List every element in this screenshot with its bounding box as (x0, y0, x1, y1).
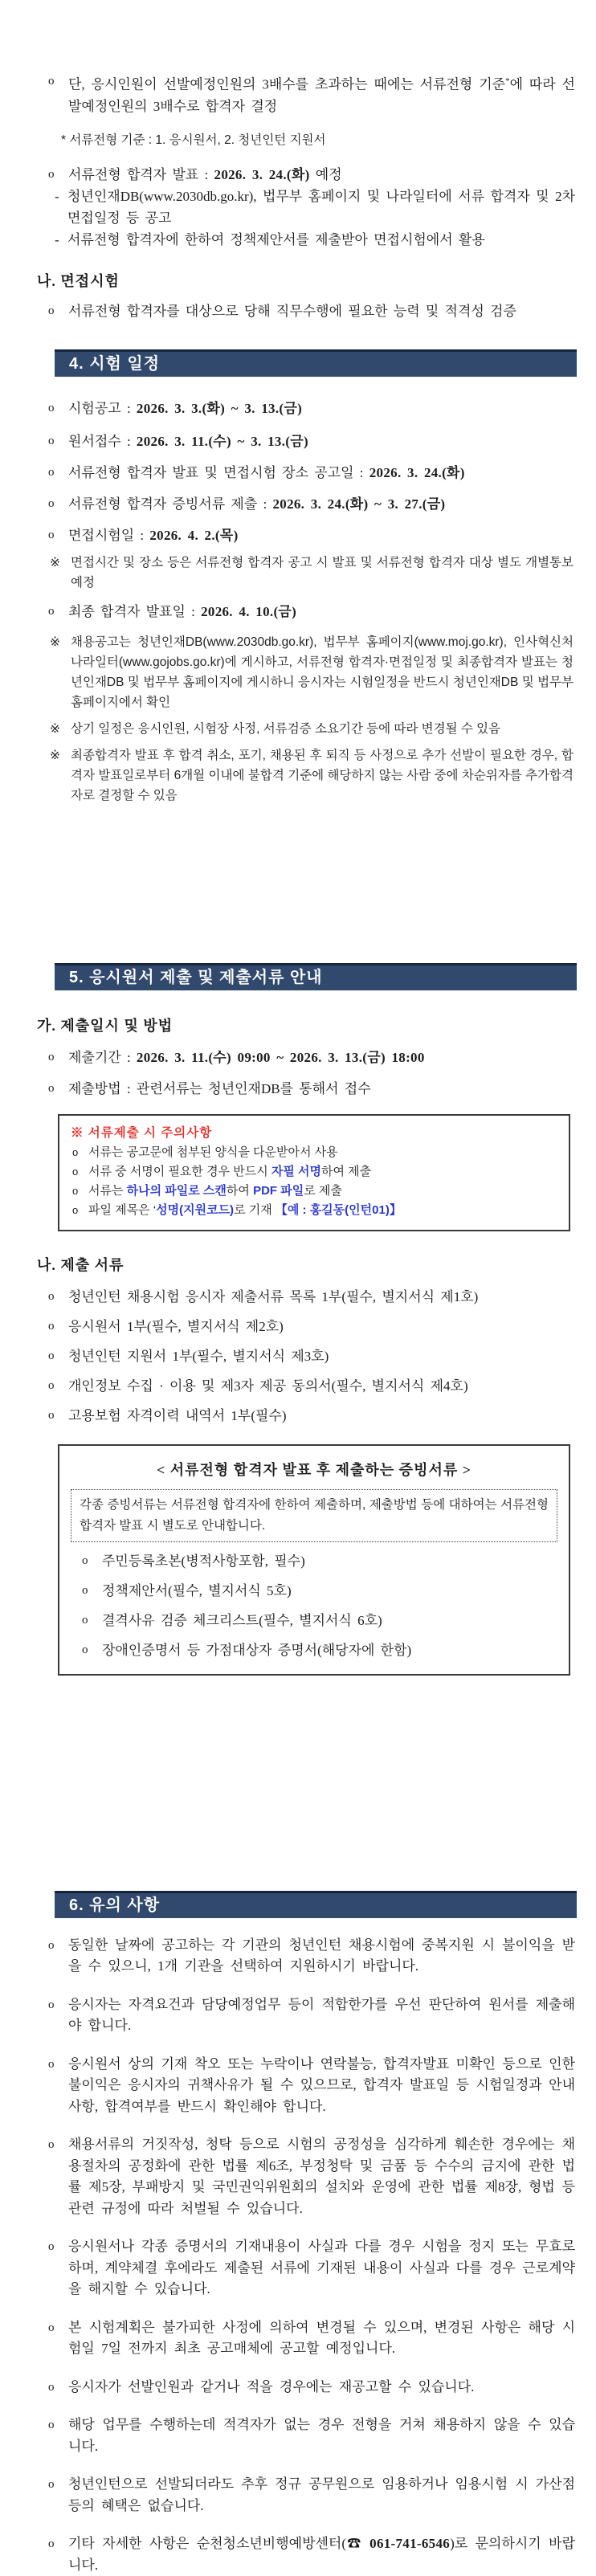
evidence-box-notice: 각종 증빙서류는 서류전형 합격자에 한하여 제출하며, 제출방법 등에 대하여는 서류전형 합격자 발표 시 별도로 안내합니다. (71, 1489, 557, 1542)
caution-line (71, 1143, 559, 1162)
notice-item-text: 해당 업무를 수행하는데 적격자가 없는 경우 전형을 거쳐 채용하지 않을 수 있습니다. (68, 2417, 575, 2454)
bullet-marker: o (82, 1643, 88, 1656)
screening-dash-announce (55, 186, 575, 229)
caution-line-pre: 서류 중 서명이 필요한 경우 반드시 (88, 1164, 271, 1178)
screening-result-suffix: 예정 (309, 166, 342, 182)
bullet-marker: o (48, 1378, 55, 1392)
notice-item (47, 2054, 575, 2118)
caution-line-pre: 서류는 (88, 1183, 127, 1198)
section-5-title: 5. 응시원서 제출 및 제출서류 안내 (69, 968, 323, 986)
notice-item-text: 응시자가 선발인원과 같거나 적을 경우에는 재공고할 수 있습니다. (68, 2378, 475, 2394)
screening-limit-bullet (47, 71, 575, 117)
bullet-marker: o (48, 2419, 55, 2432)
evidence-item (80, 1610, 549, 1631)
note-marker: ※ (50, 555, 60, 569)
notice-section (0, 1935, 596, 2576)
submission-method-bullet (47, 1078, 575, 1100)
bullet-marker: o (48, 2057, 55, 2071)
bullet-marker: o (48, 1998, 55, 2011)
bullet-marker: o (48, 304, 55, 317)
additional-pass-note (50, 745, 574, 806)
notice-item-text: 채용서류의 거짓작성, 청탁 등으로 시험의 공정성을 심각하게 훼손한 경우에는 채용절차의 공정화에 관한 법률 제6조, 부정청탁 및 금품 등 수수의 금지에 관한 법률 제5장, 부패방지 및 국민권익위원회의 설치와 운영에 관한 법률 제8장, 형법 등 관련 규정에 따라 처벌될 수 있습니다. (68, 2137, 575, 2216)
schedule-row (47, 493, 575, 515)
bullet-marker: o (48, 604, 55, 618)
notice-item-text: 응시원서나 각종 증명서의 기재내용이 사실과 다를 경우 시험을 정지 또는 무효로 하며, 계약체결 후에라도 제출된 서류에 기재된 내용이 사실과 다를 경우 근로계약을 해지할 수 있습니다. (68, 2239, 575, 2297)
notice-item-text: 응시자는 자격요건과 담당예정업무 등이 적합한가를 우선 판단하여 원서를 제출해야 합니다. (68, 1996, 575, 2034)
screening-dash-proposal (55, 229, 575, 251)
notice-item-text: 청년인턴으로 선발되더라도 추후 정규 공무원으로 임용하거나 임용시험 시 가산점 등의 혜택은 없습니다. (68, 2476, 575, 2513)
screening-result-date: 2026. 3. 24.(화) (214, 166, 310, 182)
submission-period-date: 2026. 3. 11.(수) 09:00 ~ 2026. 3. 13.(금) 18:00 (136, 1049, 425, 1065)
bullet-marker: o (48, 2321, 55, 2334)
caution-line-pre: 파일 제목은 ‘ (88, 1202, 157, 1217)
bullet-marker: o (48, 401, 55, 414)
caution-line-mid: 로 기재 (234, 1202, 276, 1217)
document-item-text: 개인정보 수집 · 이용 및 제3자 제공 동의서(필수, 별지서식 제4호) (68, 1378, 468, 1394)
notice-item (47, 2134, 575, 2219)
posting-sites-note (50, 632, 574, 712)
caution-emphasis: 자필 서명 (271, 1164, 322, 1178)
bullet-marker: o (48, 1938, 55, 1952)
screening-limit-text-pre: 단, 응시인원이 선발예정인원의 3배수를 초과하는 때에는 서류전형 기준 (68, 76, 506, 92)
bullet-marker: o (72, 1203, 79, 1216)
note-marker: ※ (50, 635, 60, 649)
note-marker: ※ (50, 721, 60, 736)
notice-item (47, 2317, 575, 2360)
notice-item (47, 2415, 575, 2457)
bullet-marker: o (48, 2138, 55, 2152)
dash-marker: - (55, 188, 59, 204)
final-announce-label: 최종 합격자 발표일 : (68, 603, 202, 619)
schedule-date: 2026. 3. 24.(화) (369, 464, 465, 480)
schedule-row (47, 462, 575, 484)
interview-purpose-text: 서류전형 합격자를 대상으로 당해 직무수행에 필요한 능력 및 적격성 검증 (68, 303, 516, 319)
submission-caution-box (58, 1114, 570, 1231)
evidence-item-text: 주민등록초본(병적사항포함, 필수) (102, 1553, 305, 1569)
screening-criteria-footnote: * 서류전형 기준 : 1. 응시원서, 2. 청년인턴 지원서 (61, 133, 326, 147)
schedule-row (47, 398, 575, 419)
evidence-item-text: 정책제안서(필수, 별지서식 5호) (102, 1582, 292, 1598)
footnote-ref: * (505, 76, 510, 86)
caution-line-post: 하여 제출 (321, 1164, 372, 1178)
submission-section (0, 1014, 596, 1676)
section-5-header (55, 963, 577, 990)
bullet-marker: o (48, 1050, 55, 1063)
interview-purpose-bullet (47, 300, 575, 322)
submission-method-subheading: 가. 제출일시 및 방법 (37, 1017, 173, 1034)
bullet-marker: o (82, 1553, 88, 1567)
caution-emphasis: 성명(지원코드) (156, 1202, 235, 1217)
caution-line (71, 1162, 559, 1182)
schedule-change-note (50, 719, 574, 739)
bullet-marker: o (82, 1613, 88, 1627)
caution-emphasis: 【예 : 홍길동(인턴01)】 (275, 1202, 402, 1217)
posting-sites-note-text: 채용공고는 청년인재DB(www.2030db.go.kr), 법무부 홈페이지(www.moj.go.kr), 인사혁신처 나라일터(www.gojobs.go.kr)에 게시하고, 서류전형 합격자·면접일정 및 최종합격자 발표는 청년인재DB 및 법무부 홈페이지에 게시하니 응시자는 시험일정을 반드시 청년인재DB 및 법무부 홈페이지에서 확인 (71, 635, 574, 709)
interview-time-note (50, 553, 574, 593)
evidence-item-text: 결격사유 검증 체크리스트(필수, 별지서식 6호) (102, 1612, 382, 1628)
submission-method-label: 제출방법 : (68, 1080, 137, 1096)
caution-emphasis: 하나의 파일로 스캔 (126, 1183, 227, 1198)
final-announce-date: 2026. 4. 10.(금) (201, 603, 297, 619)
bullet-marker: o (48, 1408, 55, 1422)
schedule-change-note-text: 상기 일정은 응시인원, 시험장 사정, 서류검증 소요기간 등에 따라 변경될 수 있음 (71, 721, 501, 736)
notice-item (47, 2236, 575, 2300)
exam-schedule-section (0, 398, 596, 806)
bullet-marker: o (48, 434, 55, 447)
schedule-row (47, 431, 575, 452)
schedule-date: 2026. 3. 11.(수) ~ 3. 13.(금) (136, 433, 308, 449)
document-item (47, 1316, 575, 1337)
section-4-title: 4. 시험 일정 (69, 354, 161, 373)
bullet-marker: o (82, 1583, 88, 1597)
submission-period-label: 제출기간 : (68, 1049, 137, 1065)
notice-item-text: 동일한 날짜에 공고하는 각 기관의 청년인턴 채용시험에 중복지원 시 불이익을 받을 수 있으니, 1개 기관을 선택하여 지원하시기 바랍니다. (68, 1937, 575, 1974)
schedule-date: 2026. 3. 3.(화) ~ 3. 13.(금) (136, 400, 303, 416)
note-marker: ※ (50, 748, 60, 762)
final-announce-bullet (47, 601, 575, 623)
evidence-documents-box (58, 1444, 570, 1676)
schedule-label: 서류전형 합격자 증빙서류 제출 : (68, 496, 273, 512)
schedule-date: 2026. 4. 2.(목) (149, 527, 239, 543)
schedule-label: 면접시험일 : (68, 527, 150, 543)
screening-dash-announce-text: 청년인재DB(www.2030db.go.kr), 법무부 홈페이지 및 나라일터에 서류 합격자 및 2차 면접일정 등 공고 (67, 188, 575, 226)
phone-icon: ☎ (346, 2536, 362, 2552)
additional-pass-note-text: 최종합격자 발표 후 합격 취소, 포기, 채용된 후 퇴직 등 사정으로 추가 선발이 필요한 경우, 합격자 발표일로부터 6개월 이내에 불합격 기준에 해당하지 않는 사람 중에 차순위자를 추가합격자로 결정할 수 있음 (71, 748, 574, 802)
bullet-marker: o (72, 1184, 79, 1197)
submission-period-bullet (47, 1047, 575, 1068)
interview-subheading: 나. 면접시험 (37, 272, 120, 289)
required-documents-subheading: 나. 제출 서류 (37, 1256, 125, 1273)
bullet-marker: o (72, 1145, 79, 1158)
notice-item (47, 1935, 575, 1978)
evidence-item (80, 1639, 549, 1661)
contact-phone-number: 061-741-6546 (361, 2536, 451, 2552)
caution-heading: ※ 서류제출 시 주의사항 (71, 1125, 213, 1140)
schedule-label: 원서접수 : (68, 433, 137, 449)
document-item-text: 고용보험 자격이력 내역서 1부(필수) (68, 1407, 287, 1423)
screening-result-bullet (47, 164, 575, 186)
bullet-marker: o (48, 465, 55, 479)
bullet-marker: o (48, 2478, 55, 2492)
schedule-date: 2026. 3. 24.(화) ~ 3. 27.(금) (272, 496, 446, 512)
caution-line-mid: 하여 (226, 1183, 254, 1198)
bullet-marker: o (48, 496, 55, 510)
notice-item (47, 2474, 575, 2517)
document-item-text: 청년인턴 채용시험 응시자 제출서류 목록 1부(필수, 별지서식 제1호) (68, 1288, 479, 1304)
section-6-title: 6. 유의 사항 (69, 1896, 161, 1914)
page-break-gap (0, 1676, 596, 1891)
submission-method-text: 관련서류는 청년인재DB를 통해서 접수 (136, 1080, 371, 1096)
section-4-header (55, 349, 577, 377)
caution-line (71, 1182, 559, 1201)
evidence-box-title: < 서류전형 합격자 발표 후 제출하는 증빙서류 > (157, 1461, 471, 1478)
caution-emphasis: PDF 파일 (253, 1183, 304, 1198)
contact-text-pre: 기타 자세한 사항은 순천청소년비행예방센터( (68, 2536, 347, 2552)
notice-item (47, 1994, 575, 2037)
bullet-marker: o (48, 2240, 55, 2254)
document-item (47, 1405, 575, 1427)
schedule-label: 서류전형 합격자 발표 및 면접시험 장소 공고일 : (68, 464, 369, 480)
bullet-marker: o (48, 1081, 55, 1095)
bullet-marker: o (72, 1165, 79, 1178)
caution-line (71, 1201, 559, 1220)
bullet-marker: o (48, 167, 55, 181)
notice-item-text: 본 시험계획은 불가피한 사정에 의하여 변경될 수 있으며, 변경된 사항은 해당 시험일 7일 전까지 최초 공고매체에 공고할 예정입니다. (68, 2319, 575, 2357)
evidence-item (80, 1580, 549, 1602)
screening-intro-section (0, 71, 596, 322)
notice-item (47, 2377, 575, 2398)
screening-result-label: 서류전형 합격자 발표 : (68, 166, 214, 182)
document-item (47, 1345, 575, 1367)
notice-item-text: 응시원서 상의 기재 착오 또는 누락이나 연락불능, 합격자발표 미확인 등으로 인한 불이익은 응시자의 귀책사유가 될 수 있으므로, 합격자 발표일 등 시험일정과 안내사항, 합격여부를 반드시 확인해야 합니다. (68, 2055, 575, 2114)
screening-limit-text-post: 에 따라 선발예정인원의 3배수로 합격자 결정 (68, 76, 575, 114)
bullet-marker: o (48, 2537, 55, 2551)
notice-item-contact (47, 2533, 575, 2576)
document-item-text: 청년인턴 지원서 1부(필수, 별지서식 제3호) (68, 1348, 329, 1364)
top-margin (0, 0, 596, 71)
document-item (47, 1286, 575, 1308)
contact-text-post: )로 문의하시기 바랍니다. (68, 2536, 575, 2573)
bullet-marker: o (48, 1349, 55, 1362)
evidence-item (80, 1550, 549, 1572)
document-item-text: 응시원서 1부(필수, 별지서식 제2호) (68, 1318, 284, 1334)
evidence-item-text: 장애인증명서 등 가점대상자 증명서(해당자에 한함) (102, 1642, 412, 1658)
interview-time-note-text: 면접시간 및 장소 등은 서류전형 합격자 공고 시 발표 및 서류전형 합격자 대상 별도 개별통보 예정 (71, 555, 574, 590)
bullet-marker: o (48, 1289, 55, 1303)
schedule-label: 시험공고 : (68, 400, 137, 416)
caution-line-text: 서류는 공고문에 첨부된 양식을 다운받아서 사용 (88, 1145, 338, 1159)
page-break-gap (0, 806, 596, 963)
section-6-header (55, 1891, 577, 1918)
dash-marker: - (55, 231, 59, 247)
bullet-marker: o (48, 1319, 55, 1333)
document-item (47, 1375, 575, 1397)
bullet-marker: o (48, 528, 55, 541)
bullet-marker: o (48, 2380, 55, 2394)
screening-dash-proposal-text: 서류전형 합격자에 한하여 정책제안서를 제출받아 면접시험에서 활용 (67, 231, 485, 247)
schedule-row (47, 525, 575, 546)
caution-line-post: 로 제출 (304, 1183, 342, 1198)
bullet-marker: o (48, 75, 55, 88)
